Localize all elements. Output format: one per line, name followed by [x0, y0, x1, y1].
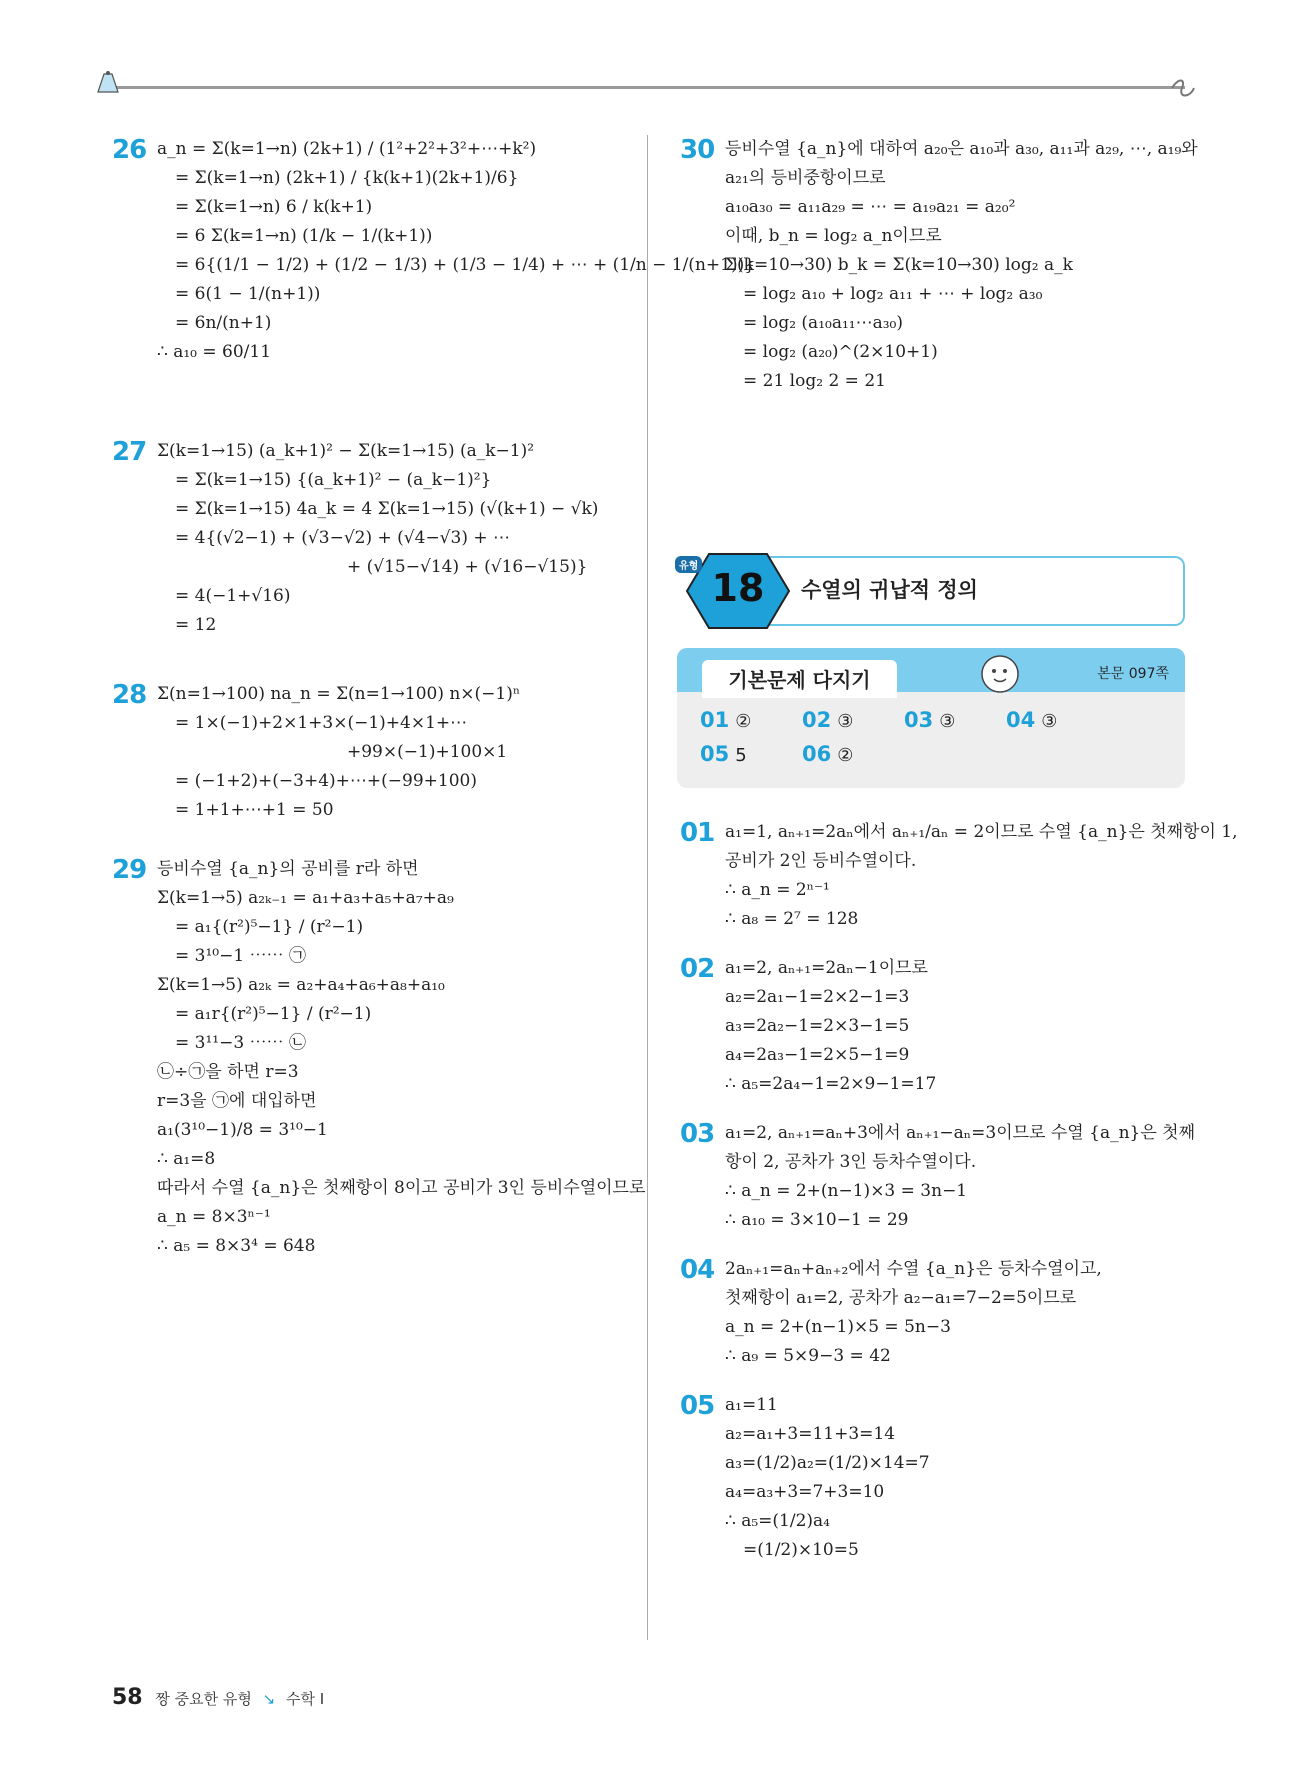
solution-line: = 6{(1/1 − 1/2) + (1/2 − 1/3) + (1/3 − 1/4) + ⋯ + (1/n − 1/(n+1))} — [175, 255, 756, 275]
solution-line: = 1×(−1)+2×1+3×(−1)+4×1+⋯ — [175, 713, 468, 733]
solution-line: r=3을 ㉠에 대입하면 — [157, 1091, 317, 1111]
solution-line: 항이 2, 공차가 3인 등차수열이다. — [725, 1152, 977, 1172]
answer-value: ② — [837, 745, 854, 766]
page-number: 58 — [112, 1685, 143, 1710]
solution-line: 공비가 2인 등비수열이다. — [725, 851, 917, 871]
answer-value: ③ — [939, 711, 956, 732]
header-rule — [100, 86, 1185, 89]
solution-line: Σ(n=1→100) na_n = Σ(n=1→100) n×(−1)ⁿ — [157, 684, 521, 704]
problem-number: 04 — [680, 1255, 715, 1285]
solution-line: = 6 Σ(k=1→n) (1/k − 1/(k+1)) — [175, 226, 433, 246]
solution-line: Σ(k=10→30) b_k = Σ(k=10→30) log₂ a_k — [725, 255, 1073, 275]
answer-value: ② — [735, 711, 752, 732]
ribbon-icon — [1168, 76, 1198, 100]
answer-item — [802, 708, 853, 732]
solution-line: ∴ a₅=(1/2)a₄ — [725, 1511, 830, 1531]
solution-line: a₁=2, aₙ₊₁=2aₙ−1이므로 — [725, 958, 928, 978]
solution-line: = 3¹⁰−1 ⋯⋯ ㉠ — [175, 946, 306, 966]
solution-line: = 4(−1+√16) — [175, 586, 291, 606]
answer-box-tab: 기본문제 다지기 — [702, 660, 897, 698]
solution-line: ∴ a₁=8 — [157, 1149, 216, 1169]
problem-number: 30 — [680, 135, 715, 165]
answer-value: ③ — [1041, 711, 1058, 732]
problem-number: 26 — [112, 135, 147, 165]
mascot-icon — [970, 646, 1028, 700]
problem-number: 27 — [112, 437, 147, 467]
problem-05 — [680, 1391, 1190, 1565]
solution-line: Σ(k=1→15) (a_k+1)² − Σ(k=1→15) (a_k−1)² — [157, 441, 535, 461]
solution-line: a₄=a₃+3=7+3=10 — [725, 1482, 885, 1502]
solution-line: a₁=1, aₙ₊₁=2aₙ에서 aₙ₊₁/aₙ = 2이므로 수열 {a_n}은 첫째항이 1, — [725, 822, 1238, 842]
answer-item — [802, 742, 853, 766]
solution-line: = Σ(k=1→15) 4a_k = 4 Σ(k=1→15) (√(k+1) − √k) — [175, 499, 599, 519]
solution-line: 첫째항이 a₁=2, 공차가 a₂−a₁=7−2=5이므로 — [725, 1288, 1077, 1308]
solution-line: a₃=(1/2)a₂=(1/2)×14=7 — [725, 1453, 930, 1473]
problem-number: 01 — [680, 818, 715, 848]
section-title: 수열의 귀납적 정의 — [801, 578, 978, 602]
column-divider — [647, 135, 648, 1640]
solution-line: a₂=a₁+3=11+3=14 — [725, 1424, 896, 1444]
solution-line: Σ(k=1→5) a₂ₖ₋₁ = a₁+a₃+a₅+a₇+a₉ — [157, 888, 454, 908]
solution-line: = Σ(k=1→15) {(a_k+1)² − (a_k−1)²} — [175, 470, 492, 490]
answer-box — [677, 648, 1185, 788]
solution-line: = 21 log₂ 2 = 21 — [743, 371, 886, 391]
subject-label: 수학 I — [286, 1690, 325, 1708]
problem-02 — [680, 954, 1190, 1099]
solution-line: ∴ a₈ = 2⁷ = 128 — [725, 909, 859, 929]
problem-number: 05 — [680, 1391, 715, 1421]
solution-line: ㉡÷㉠을 하면 r=3 — [157, 1062, 299, 1082]
right-column-top — [680, 135, 1198, 396]
problem-number: 29 — [112, 855, 147, 885]
answer-number: 06 — [802, 742, 832, 766]
solution-line: = 6(1 − 1/(n+1)) — [175, 284, 321, 304]
answer-item — [904, 708, 955, 732]
solution-line: = a₁{(r²)⁵−1} / (r²−1) — [175, 917, 364, 937]
solution-line: = log₂ a₁₀ + log₂ a₁₁ + ⋯ + log₂ a₃₀ — [743, 284, 1043, 304]
solution-line: a₁=2, aₙ₊₁=aₙ+3에서 aₙ₊₁−aₙ=3이므로 수열 {a_n}은 첫째 — [725, 1123, 1196, 1143]
answer-number: 01 — [700, 708, 730, 732]
solution-line: = log₂ (a₂₀)^(2×10+1) — [743, 342, 938, 362]
solution-line: 따라서 수열 {a_n}은 첫째항이 8이고 공비가 3인 등비수열이므로 — [157, 1178, 646, 1198]
problem-29 — [112, 855, 646, 1261]
problem-number: 28 — [112, 680, 147, 710]
problem-03 — [680, 1119, 1196, 1235]
arrow-icon: ↘ — [262, 1690, 276, 1708]
solution-line: = 4{(√2−1) + (√3−√2) + (√4−√3) + ⋯ — [175, 528, 511, 548]
solution-line: ∴ a_n = 2ⁿ⁻¹ — [725, 880, 830, 900]
solution-line: = (−1+2)+(−3+4)+⋯+(−99+100) — [175, 771, 477, 791]
section-tag: 유형 — [675, 556, 702, 573]
section-number: 18 — [711, 566, 765, 610]
solution-line: a_n = 8×3ⁿ⁻¹ — [157, 1207, 271, 1227]
answer-number: 02 — [802, 708, 832, 732]
solution-line: =(1/2)×10=5 — [743, 1540, 859, 1560]
problem-27 — [112, 437, 632, 640]
problem-30 — [680, 135, 1198, 396]
solution-line: ∴ a_n = 2+(n−1)×3 = 3n−1 — [725, 1181, 968, 1201]
solution-line: a_n = 2+(n−1)×5 = 5n−3 — [725, 1317, 951, 1337]
right-column-bottom — [680, 818, 1238, 1565]
solution-line: a₁(3¹⁰−1)/8 = 3¹⁰−1 — [157, 1120, 328, 1140]
solution-line: 등비수열 {a_n}에 대하여 a₂₀은 a₁₀과 a₃₀, a₁₁과 a₂₉, ⋯, a₁₉와 — [725, 139, 1198, 159]
solution-line: = a₁r{(r²)⁵−1} / (r²−1) — [175, 1004, 372, 1024]
problem-number: 02 — [680, 954, 715, 984]
answer-number: 04 — [1006, 708, 1036, 732]
solution-line: = 1+1+⋯+1 = 50 — [175, 800, 334, 820]
answer-item — [1006, 708, 1057, 732]
answer-box-reference: 본문 097쪽 — [1097, 666, 1169, 682]
solution-line: = 3¹¹−3 ⋯⋯ ㉡ — [175, 1033, 306, 1053]
answer-number: 05 — [700, 742, 730, 766]
solution-line: = 12 — [175, 615, 217, 635]
solution-line: = log₂ (a₁₀a₁₁⋯a₃₀) — [743, 313, 903, 333]
solution-line: ∴ a₁₀ = 3×10−1 = 29 — [725, 1210, 909, 1230]
solution-line: Σ(k=1→5) a₂ₖ = a₂+a₄+a₆+a₈+a₁₀ — [157, 975, 445, 995]
solution-line: a₁₀a₃₀ = a₁₁a₂₉ = ⋯ = a₁₉a₂₁ = a₂₀² — [725, 197, 1016, 217]
answer-value: 5 — [735, 745, 747, 766]
problem-number: 03 — [680, 1119, 715, 1149]
bell-icon — [92, 66, 124, 98]
answer-value: ③ — [837, 711, 854, 732]
solution-line: 2aₙ₊₁=aₙ+aₙ₊₂에서 수열 {a_n}은 등차수열이고, — [725, 1259, 1102, 1279]
answer-number: 03 — [904, 708, 934, 732]
answer-item — [700, 708, 751, 732]
solution-line: a_n = Σ(k=1→n) (2k+1) / (1²+2²+3²+⋯+k²) — [157, 139, 537, 159]
solution-line: = Σ(k=1→n) 6 / k(k+1) — [175, 197, 373, 217]
solution-line: a₃=2a₂−1=2×3−1=5 — [725, 1016, 910, 1036]
problem-04 — [680, 1255, 1190, 1371]
solution-line: 등비수열 {a_n}의 공비를 r라 하면 — [157, 859, 419, 879]
solution-line: a₂₁의 등비중항이므로 — [725, 168, 886, 188]
answer-item — [700, 742, 747, 766]
solution-line: a₂=2a₁−1=2×2−1=3 — [725, 987, 910, 1007]
solution-line: ∴ a₉ = 5×9−3 = 42 — [725, 1346, 891, 1366]
section-header — [675, 550, 1185, 632]
book-title: 짱 중요한 유형 — [155, 1690, 252, 1708]
solution-line: = 6n/(n+1) — [175, 313, 272, 333]
problem-01 — [680, 818, 1238, 934]
solution-line: a₁=11 — [725, 1395, 778, 1415]
solution-line: 이때, b_n = log₂ a_n이므로 — [725, 226, 942, 246]
solution-line: + (√15−√14) + (√16−√15)} — [347, 557, 588, 577]
solution-line: +99×(−1)+100×1 — [347, 742, 508, 762]
solution-line: = Σ(k=1→n) (2k+1) / {k(k+1)(2k+1)/6} — [175, 168, 519, 188]
solution-line: ∴ a₅=2a₄−1=2×9−1=17 — [725, 1074, 937, 1094]
page-footer — [112, 1685, 324, 1710]
problem-28 — [112, 680, 632, 825]
solution-line: ∴ a₅ = 8×3⁴ = 648 — [157, 1236, 316, 1256]
solution-line: a₄=2a₃−1=2×5−1=9 — [725, 1045, 910, 1065]
solution-line: ∴ a₁₀ = 60/11 — [157, 342, 272, 362]
